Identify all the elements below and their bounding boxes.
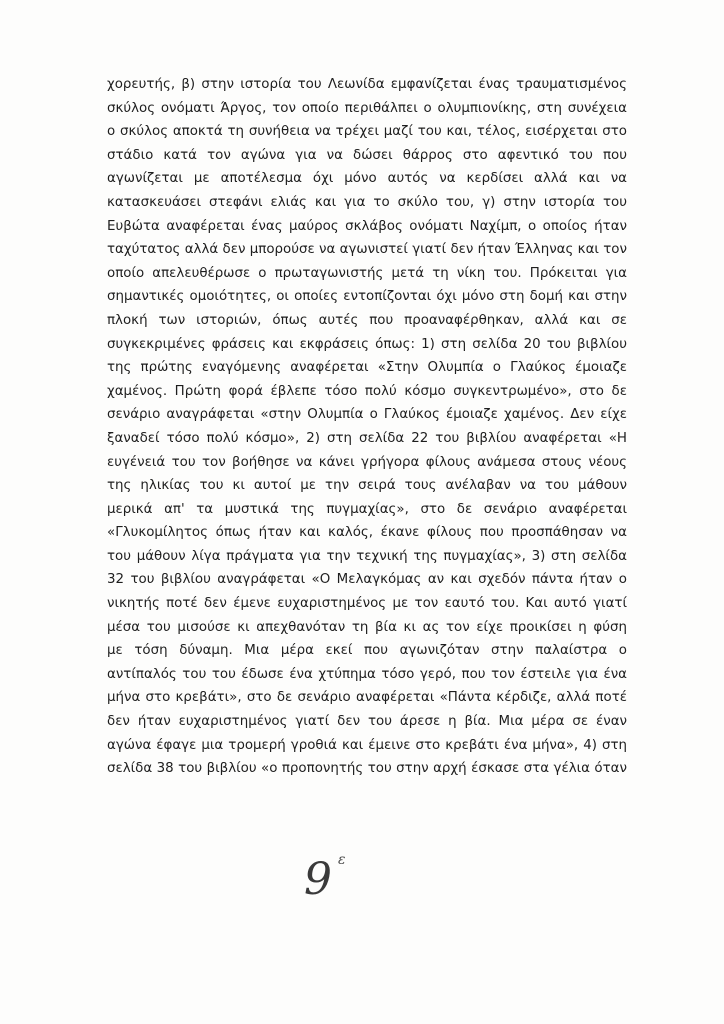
page-number-superscript: ε xyxy=(338,852,346,868)
text-line: της πρώτης εναγόμενης αναφέρεται «Στην Ολυμπία ο Γλαύκος έμοιαζε xyxy=(107,360,627,376)
text-line: της ηλικίας του κι αυτοί με την σειρά τους ανέλαβαν να του μάθουν xyxy=(107,478,627,494)
text-line: σημαντικές ομοιότητες, οι οποίες εντοπίζονται όχι μόνο στη δομή και στην xyxy=(107,289,627,305)
text-line: νικητής ποτέ δεν έμενε ευχαριστημένος με τον εαυτό του. Και αυτό γιατί xyxy=(107,596,627,612)
text-line: συγκεκριμένες φράσεις και εκφράσεις όπως: 1) στη σελίδα 20 του βιβλίου xyxy=(107,336,627,352)
text-line: ξαναδεί τόσο πολύ κόσμο», 2) στη σελίδα 22 του βιβλίου αναφέρεται «Η xyxy=(107,430,627,446)
text-line: ταχύτατος αλλά δεν μπορούσε να αγωνιστεί γιατί δεν ήταν Έλληνας και τον xyxy=(107,242,627,258)
text-line: μήνα στο κρεβάτι», στο δε σενάριο αναφέρεται «Πάντα κέρδιζε, αλλά ποτέ xyxy=(107,690,627,706)
text-line: μέσα του μισούσε κι απεχθανόταν τη βία κι ας τον είχε προικίσει η φύση xyxy=(107,619,627,635)
text-line: με τόση δύναμη. Μια μέρα εκεί που αγωνιζόταν στην παλαίστρα ο xyxy=(107,643,627,659)
body-text xyxy=(107,73,627,781)
text-line: Ευβώτα αναφέρεται ένας μαύρος σκλάβος ονόματι Ναχίμπ, ο οποίος ήταν xyxy=(107,218,627,234)
handwritten-page-number xyxy=(304,852,364,918)
text-line: ο σκύλος αποκτά τη συνήθεια να τρέχει μαζί του και, τέλος, εισέρχεται στο xyxy=(107,124,627,140)
page-number: 9 xyxy=(304,854,332,905)
text-line: αγώνα έφαγε μια τρομερή γροθιά και έμεινε στο κρεβάτι ένα μήνα», 4) στη xyxy=(107,737,627,753)
text-line: μερικά απ' τα μυστικά της πυγμαχίας», στο δε σενάριο αναφέρεται xyxy=(107,501,627,517)
text-line: στάδιο κατά τον αγώνα για να δώσει θάρρος στο αφεντικό του που xyxy=(107,147,627,163)
text-line: αντίπαλός του του έδωσε ένα χτύπημα τόσο γερό, που τον έστειλε για ένα xyxy=(107,666,627,682)
text-line: πλοκή των ιστοριών, όπως αυτές που προαναφέρθηκαν, αλλά και σε xyxy=(107,312,627,328)
text-line: «Γλυκομίλητος όπως ήταν και καλός, έκανε φίλους που προσπάθησαν να xyxy=(107,525,627,541)
text-line: σκύλος ονόματι Άργος, τον οποίο περιθάλπει ο ολυμπιονίκης, στη συνέχεια xyxy=(107,100,627,116)
text-line: σελίδα 38 του βιβλίου «ο προπονητής του στην αρχή έσκασε στα γέλια όταν xyxy=(107,761,627,777)
text-line: κατασκευάσει στεφάνι ελιάς και για το σκύλο του, γ) στην ιστορία του xyxy=(107,194,627,210)
text-line: ευγένειά του τον βοήθησε να κάνει γρήγορα φίλους ανάμεσα στους νέους xyxy=(107,454,627,470)
text-line: 32 του βιβλίου αναγράφεται «Ο Μελαγκόμας αν και σχεδόν πάντα ήταν ο xyxy=(107,572,627,588)
text-line: σενάριο αναγράφεται «στην Ολυμπία ο Γλαύκος έμοιαζε χαμένος. Δεν είχε xyxy=(107,407,627,423)
text-line: του μάθουν λίγα πράγματα για την τεχνική της πυγμαχίας», 3) στη σελίδα xyxy=(107,548,627,564)
text-line: οποίο απελευθέρωσε ο πρωταγωνιστής μετά τη νίκη του. Πρόκειται για xyxy=(107,265,627,281)
text-line: δεν ήταν ευχαριστημένος γιατί δεν του άρεσε η βία. Μια μέρα σε έναν xyxy=(107,714,627,730)
text-line: αγωνίζεται με αποτέλεσμα όχι μόνο αυτός να κερδίσει αλλά και να xyxy=(107,171,627,187)
text-line: χαμένος. Πρώτη φορά έβλεπε τόσο πολύ κόσμο συγκεντρωμένο», στο δε xyxy=(107,383,627,399)
text-line: χορευτής, β) στην ιστορία του Λεωνίδα εμφανίζεται ένας τραυματισμένος xyxy=(107,77,627,92)
